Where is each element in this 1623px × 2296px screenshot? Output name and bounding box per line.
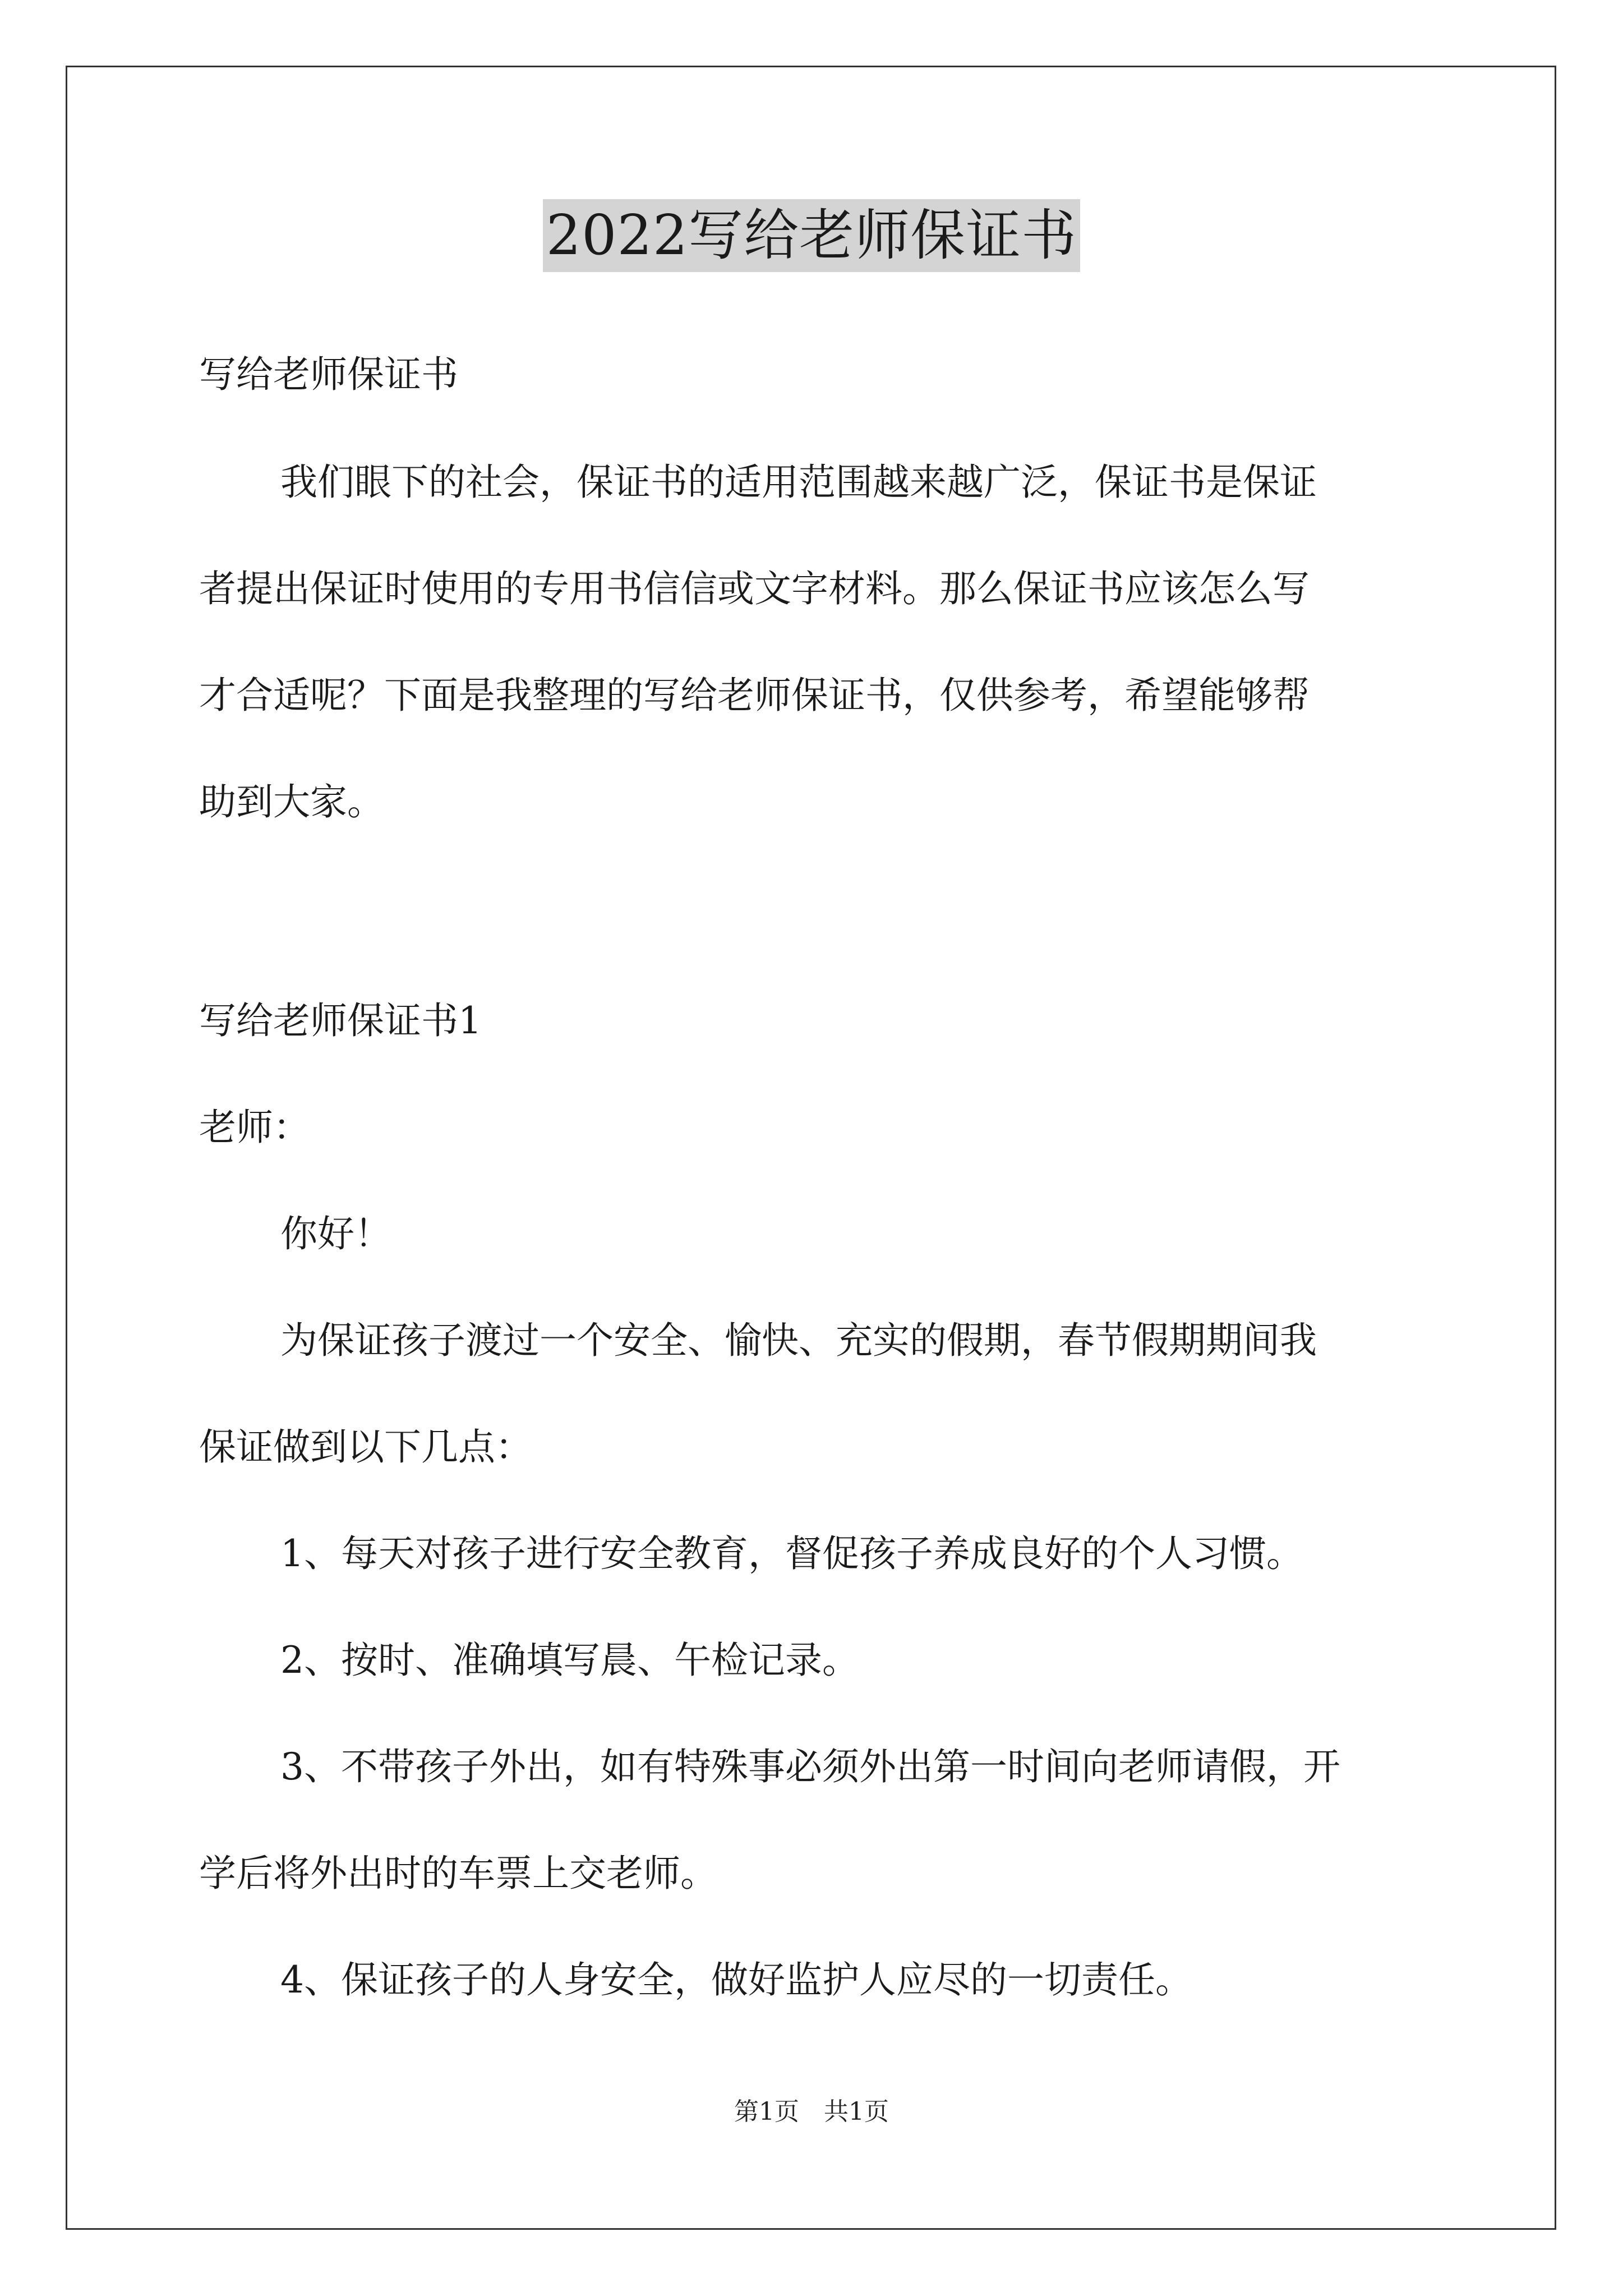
list-item: 3、不带孩子外出，如有特殊事必须外出第一时间向老师请假，开 [280,1745,1340,1788]
list-item: 4、保证孩子的人身安全，做好监护人应尽的一切责任。 [280,1958,1192,2001]
section-heading: 写给老师保证书1 [199,999,482,1042]
list-item: 1、每天对孩子进行安全教育，督促孩子养成良好的个人习惯。 [280,1532,1303,1575]
list-item-continuation: 学后将外出时的车票上交老师。 [199,1852,717,1895]
paragraph-line: 才合适呢？下面是我整理的写给老师保证书，仅供参考，希望能够帮 [199,674,1310,717]
title-container [0,199,1623,272]
page-footer: 第1页 共1页 [734,2097,889,2126]
list-item: 2、按时、准确填写晨、午检记录。 [280,1639,859,1682]
paragraph-line: 助到大家。 [199,780,384,823]
paragraph-line: 为保证孩子渡过一个安全、愉快、充实的假期，春节假期期间我 [280,1319,1317,1362]
greeting: 你好！ [280,1212,391,1255]
paragraph-line: 保证做到以下几点： [199,1425,532,1469]
salutation: 老师： [199,1106,310,1149]
paragraph-line: 我们眼下的社会，保证书的适用范围越来越广泛，保证书是保证 [280,461,1317,504]
section-heading: 写给老师保证书 [199,353,458,396]
document-title: 2022写给老师保证书 [543,199,1080,272]
paragraph-line: 者提出保证时使用的专用书信信或文字材料。那么保证书应该怎么写 [199,567,1310,610]
